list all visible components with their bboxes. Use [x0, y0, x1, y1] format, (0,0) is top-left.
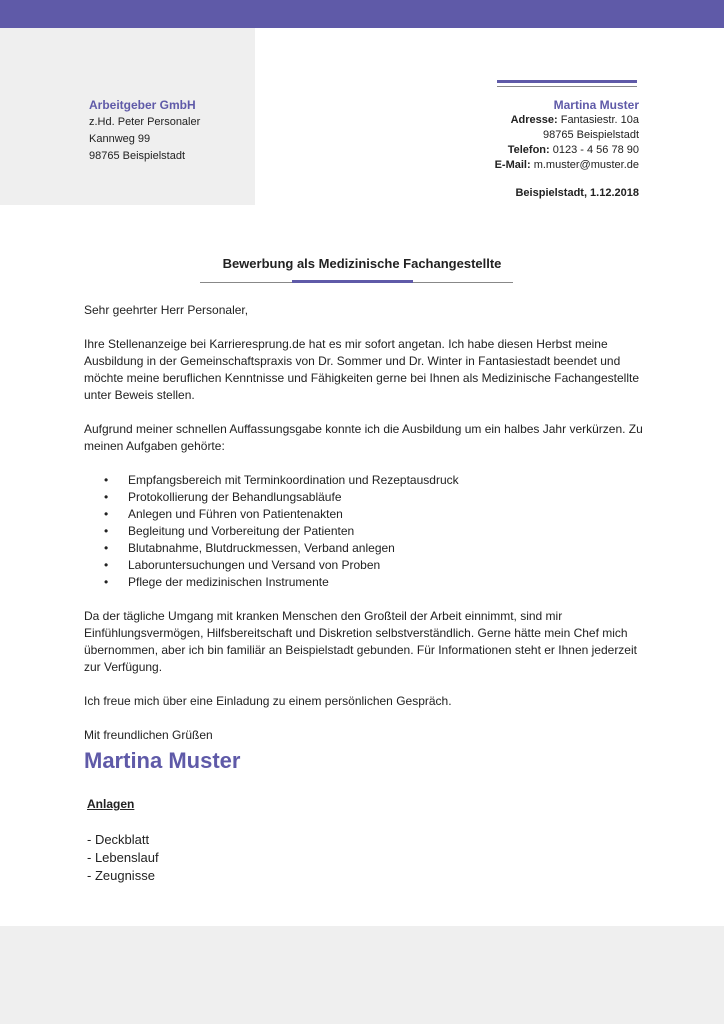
list-item: • Blutabnahme, Blutdruckmessen, Verband anlegen	[128, 540, 644, 557]
task-list	[84, 472, 644, 591]
letter-body	[84, 302, 644, 744]
sender-divider	[497, 80, 637, 87]
attachments-list	[87, 831, 159, 885]
address-street: Fantasiestr. 10a	[560, 114, 639, 126]
email-label: E-Mail:	[494, 159, 531, 171]
list-item: • Pflege der medizinischen Instrumente	[128, 574, 644, 591]
recipient-street: Kannweg 99	[89, 133, 151, 145]
list-item: - Deckblatt	[87, 832, 150, 847]
sender-phone-line	[495, 143, 639, 158]
attachments-title: Anlagen	[87, 797, 135, 811]
list-item: • Begleitung und Vorbereitung der Patienten	[128, 523, 644, 540]
salutation: Sehr geehrter Herr Personaler,	[84, 303, 249, 317]
list-item: • Laboruntersuchungen und Versand von Proben	[128, 557, 644, 574]
recipient-contact: z.Hd. Peter Personaler	[89, 116, 201, 128]
sender-name: Martina Muster	[553, 98, 639, 112]
sender-address	[495, 97, 639, 173]
address-label: Adresse:	[510, 114, 558, 126]
sender-city: 98765 Beispielstadt	[542, 129, 639, 141]
sender-divider-accent	[497, 80, 637, 83]
recipient-city: 98765 Beispielstadt	[89, 150, 186, 162]
sender-address-line	[495, 113, 639, 128]
list-item: - Zeugnisse	[87, 868, 155, 883]
sender-divider-thin	[497, 86, 637, 87]
paragraph-4: Ich freue mich über eine Einladung zu einem persönlichen Gespräch.	[84, 694, 452, 708]
letter-subject: Bewerbung als Medizinische Fachangestellte	[222, 256, 502, 271]
paragraph-2: Aufgrund meiner schnellen Auffassungsgabe konnte ich die Ausbildung um ein halbes Jahr verkürzen. Zu meinen Aufgaben gehörte:	[84, 422, 643, 453]
list-item: • Empfangsbereich mit Terminkoordination und Rezeptausdruck	[128, 472, 644, 489]
paragraph-3: Da der tägliche Umgang mit kranken Menschen den Großteil der Arbeit einnimmt, sind mir Einfühlungsvermögen, Hilfsbereitschaft und Diskretion selbstverständlich. Gerne hätte mein Chef mich übernommen, aber ich bin familiär an Beispielstadt gebunden. Für Informationen steht er Ihnen jederzeit zur Verfügung.	[84, 609, 637, 674]
letter-date: Beispielstadt, 1.12.2018	[515, 187, 639, 199]
recipient-company: Arbeitgeber GmbH	[89, 98, 196, 112]
closing: Mit freundlichen Grüßen	[84, 728, 213, 742]
signature-name: Martina Muster	[84, 748, 241, 773]
phone-value: 0123 - 4 56 78 90	[552, 144, 639, 156]
paragraph-1: Ihre Stellenanzeige bei Karrieresprung.de hat es mir sofort angetan. Ich habe diesen Herbst meine Ausbildung in der Gemeinschaftspraxis von Dr. Sommer und Dr. Winter in Fantasiestadt beendet und möchte meine beruflichen Kenntnisse und Fähigkeiten gerne bei Ihnen als Medizinische Fachangestellte unter Beweis stellen.	[84, 337, 640, 402]
email-value: m.muster@muster.de	[533, 159, 639, 171]
recipient-address	[89, 97, 200, 165]
top-accent-bar	[0, 0, 724, 28]
list-item: • Protokollierung der Behandlungsabläufe	[128, 489, 644, 506]
footer-panel	[0, 926, 724, 1024]
phone-label: Telefon:	[507, 144, 550, 156]
list-item: - Lebenslauf	[87, 850, 159, 865]
list-item: • Anlegen und Führen von Patientenakten	[128, 506, 644, 523]
subject-underline-accent	[292, 280, 413, 283]
sender-email-line	[495, 158, 639, 173]
